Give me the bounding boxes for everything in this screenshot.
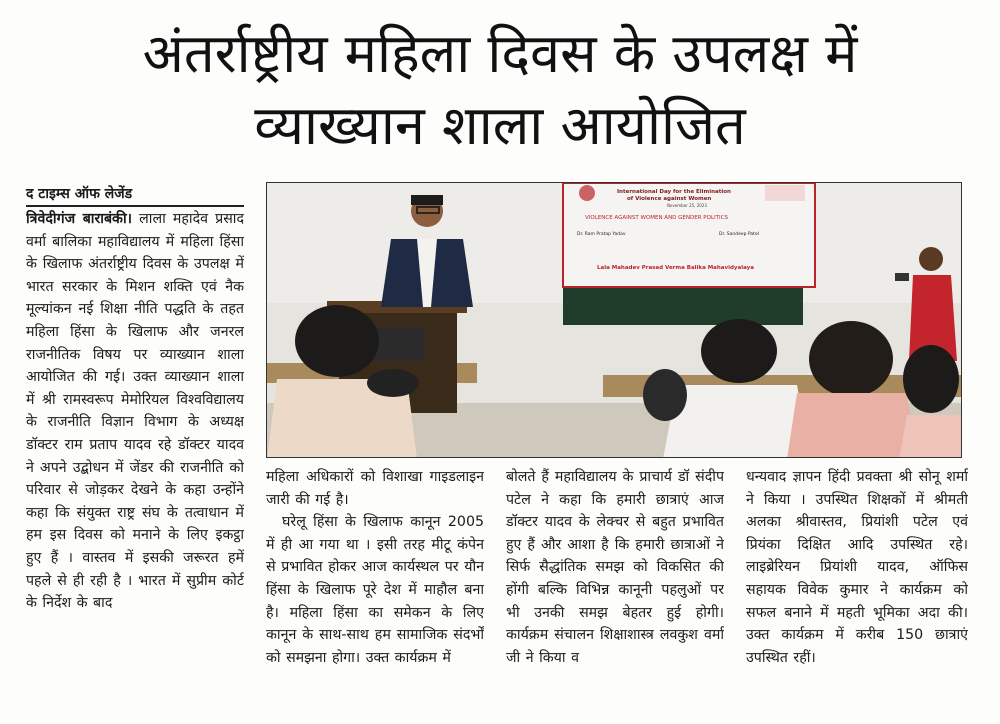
banner-date: November 25, 2023: [667, 203, 707, 208]
column-4-text: धन्यवाद ज्ञापन हिंदी प्रवक्ता श्री सोनू शर्मा ने किया । उपस्थित शिक्षकों में श्रीमती अलका श्रीवास्तव, प्रियांशी पटेल एवं प्रियंका दिक्षित आदि उपस्थित रहे। लाइब्रेरियन प्रियांशी यादव, ऑफिस सहायक विवेक कुमार ने कार्यक्रम को सफल बनाने में महती भूमिका अदा की।उक्त कार्यक्रम में करीब 150 छात्राएं उपस्थित रहीं।: [746, 469, 968, 666]
banner-speaker: Dr. Ram Pratap Yadav: [577, 232, 626, 237]
banner-title-1: International Day for the Elimination: [617, 189, 731, 195]
byline: द टाइम्स ऑफ लेजेंड: [26, 184, 244, 207]
headline: [0, 18, 1000, 162]
article-column-1: [26, 208, 244, 718]
banner-principal: Dr. Sandeep Patel: [719, 232, 759, 237]
dateline: त्रिवेदीगंज बाराबंकी।: [26, 211, 132, 227]
column-2-paragraph-1: महिला अधिकारों को विशाखा गाइडलाइन जारी की गई है।: [266, 469, 484, 508]
column-2-paragraph-2: घरेलू हिंसा के खिलाफ कानून 2005 में ही आ गया था । इसी तरह मीटू कंपेन से प्रभावित होकर आज कार्यस्थल पर यौन हिंसा के खिलाफ पूरे देश में माहौल बना है। महिला हिंसा का समेकन के लिए कानून के साथ-साथ हम सामाजिक संदर्भों को समझना होगा। उक्त कार्यक्रम में: [266, 514, 484, 666]
event-photo: [266, 182, 962, 458]
banner-college: Lala Mahadev Prasad Verma Balika Mahavidyalaya: [597, 265, 754, 271]
column-3-text: बोलते हैं महाविद्यालय के प्राचार्य डॉ संदीप पटेल ने कहा कि हमारी छात्राएं आज डॉक्टर यादव के लेक्चर से बहुत प्रभावित हुए हैं और आशा है कि हमारी छात्राओं ने सिर्फ सैद्धांतिक समझ को विकसित की होंगी बल्कि विभिन्न कानूनी पहलुओं पर भी उनकी समझ बेहतर हुई होगी। कार्यक्रम संचालन शिक्षाशास्त्र लवकुश वर्मा जी ने किया व: [506, 469, 724, 666]
headline-line-1: अंतर्राष्ट्रीय महिला दिवस के उपलक्ष में: [142, 22, 858, 85]
article-column-3: [506, 466, 724, 716]
banner-title-2: of Violence against Women: [627, 196, 712, 202]
banner-topic: VIOLENCE AGAINST WOMEN AND GENDER POLITICS: [585, 215, 728, 221]
event-banner: [563, 183, 815, 287]
headline-line-2: व्याख्यान शाला आयोजित: [254, 94, 746, 157]
column-1-text: लाला महादेव प्रसाद वर्मा बालिका महाविद्यालय में महिला हिंसा के खिलाफ अंतर्राष्ट्रीय दिवस के उपलक्ष में भारत सरकार के मिशन शक्ति एवं नैक मूल्यांकन नई शिक्षा नीति पद्धति के तहत महिला हिंसा के खिलाफ और जनरल राजनीतिक विषय पर व्याख्यान शाला आयोजित की गई। उक्त व्याख्यान शाला में श्री रामस्वरूप मेमोरियल विश्वविद्यालय के राजनीति विज्ञान विभाग के अध्यक्ष डॉक्टर राम प्रताप यादव रहे डॉक्टर यादव ने अपने उद्बोधन में जेंडर की राजनीति को परिवार से जोड़कर देखने के कहा उन्होंने कहा कि संयुक्त राष्ट्र संघ के तत्वाधान में हम इस दिवस को मनाने के लिए इकट्ठा हुए हैं । वास्तव में इसकी जरूरत हमें पहले से ही रही है । भारत में सुप्रीम कोर्ट के निर्देश के बाद: [26, 211, 244, 612]
article-column-2: [266, 466, 484, 716]
article-column-4: [746, 466, 968, 716]
